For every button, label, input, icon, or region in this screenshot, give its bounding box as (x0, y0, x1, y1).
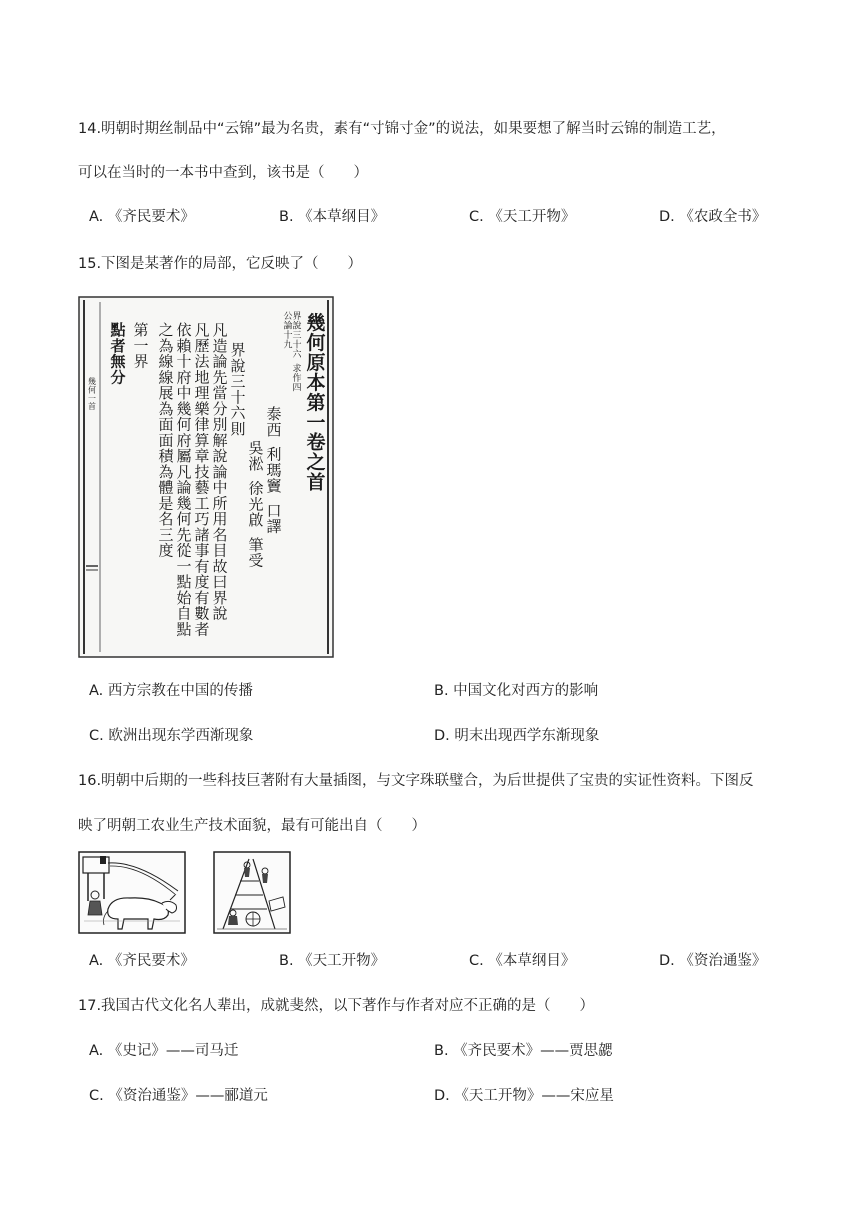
q14-option-a: A. 《齐民要术》 (89, 209, 195, 225)
book-glyph: 理 (194, 384, 210, 402)
book-glyph: 樂 (194, 399, 210, 418)
book-glyph: 論 (212, 352, 228, 371)
book-glyph: 自 (176, 604, 192, 623)
q14-option-b: B. 《本草纲目》 (279, 209, 386, 225)
book-glyph: 凡 (176, 462, 192, 481)
q15-option-c: C. 欧洲出现东学西渐现象 (89, 728, 254, 744)
book-glyph: 藝 (194, 478, 210, 497)
book-glyph: 有 (194, 557, 210, 576)
book-glyph: 分 (110, 368, 126, 387)
ox-mill-illustration (78, 851, 186, 934)
book-glyph: 先 (212, 368, 228, 387)
book-glyph: 解 (212, 431, 228, 450)
book-glyph: 界 (230, 341, 246, 359)
book-glyph: 度 (158, 541, 174, 560)
book-glyph: 律 (194, 415, 210, 434)
book-page-svg (78, 296, 334, 658)
book-glyph: 首 (88, 402, 96, 412)
book-glyph: 中 (176, 384, 192, 402)
q16-figure-salt-well (213, 851, 291, 934)
q17-option-a: A. 《史记》——司马迁 (89, 1043, 239, 1059)
book-glyph: 論 (176, 478, 192, 497)
book-glyph: 為 (158, 462, 174, 481)
book-glyph: 瑪 (266, 461, 282, 480)
book-glyph: 當 (212, 384, 228, 402)
book-glyph: 點 (110, 321, 126, 339)
q15-option-a: A. 西方宗教在中国的传播 (89, 683, 253, 699)
book-glyph: 界 (212, 588, 228, 607)
book-glyph: 作 (292, 374, 302, 385)
book-glyph: 凡 (212, 321, 228, 339)
book-glyph: 府 (176, 431, 192, 450)
book-glyph: 三 (292, 330, 302, 341)
book-glyph: 府 (176, 368, 192, 387)
book-glyph: 論 (283, 321, 293, 332)
book-glyph: 第 (133, 321, 149, 339)
book-glyph: 歷 (194, 336, 210, 355)
book-glyph: 積 (158, 447, 174, 465)
book-glyph: 首 (306, 471, 326, 494)
book-glyph: 三 (230, 372, 246, 391)
book-glyph: 法 (194, 352, 210, 371)
book-glyph: 十 (283, 330, 293, 341)
q16-option-d: D. 《资治通鉴》 (659, 953, 767, 969)
book-glyph: 幾 (176, 399, 192, 418)
q14-stem-line1: 14.明朝时期丝制品中“云锦”最为名贵，素有“寸锦寸金”的说法，如果要想了解当时云锦的制造工艺， (78, 121, 726, 137)
book-glyph: 別 (212, 415, 228, 434)
book-glyph: 技 (194, 462, 210, 481)
book-glyph: 從 (176, 541, 192, 560)
book-glyph: 所 (212, 494, 228, 513)
q14-option-c: C. 《天工开物》 (469, 209, 576, 225)
book-glyph: 屬 (176, 447, 192, 465)
book-glyph: 點 (176, 573, 192, 591)
q16-stem-line1: 16.明朝中后期的一些科技巨著附有大量插图，与文字珠联璧合，为后世提供了宝贵的实证性资料。下图反 (78, 773, 754, 789)
book-glyph: 展 (158, 384, 174, 402)
book-glyph: 第 (306, 391, 326, 414)
book-glyph: 受 (248, 551, 264, 570)
q14-stem-line2: 可以在当时的一本书中查到，该书是（ ） (78, 165, 368, 181)
book-glyph: 公 (283, 312, 293, 322)
book-glyph: 十 (292, 340, 302, 351)
book-glyph: 用 (212, 510, 228, 528)
book-glyph: 依 (176, 321, 192, 339)
book-glyph: 名 (212, 525, 228, 544)
book-glyph: 者 (194, 620, 210, 639)
book-glyph: 是 (158, 494, 174, 513)
book-glyph: 西 (266, 420, 282, 439)
book-glyph: 為 (158, 336, 174, 355)
book-glyph: 十 (176, 352, 192, 371)
book-glyph: 一 (176, 557, 192, 576)
q15-option-b: B. 中国文化对西方的影响 (434, 683, 599, 699)
salt-well-illustration (213, 851, 291, 934)
q15-stem: 15.下图是某著作的局部，它反映了（ ） (78, 256, 363, 272)
book-glyph: 譯 (266, 517, 282, 536)
book-glyph: 之 (306, 451, 326, 474)
book-glyph: 十 (230, 388, 246, 407)
book-glyph: 無 (110, 352, 126, 371)
q16-figure-ox-mill (78, 851, 186, 934)
book-glyph: 幾 (176, 494, 192, 513)
book-glyph: 面 (158, 431, 174, 450)
book-glyph: 淞 (248, 454, 264, 473)
book-glyph: 巧 (194, 510, 210, 528)
q15-book-page-image (78, 296, 334, 658)
book-glyph: 賴 (176, 336, 192, 355)
book-glyph: 一 (88, 393, 96, 403)
book-glyph: 為 (158, 399, 174, 418)
book-glyph: 九 (283, 340, 293, 351)
book-glyph: 度 (194, 573, 210, 591)
book-glyph: 名 (158, 510, 174, 528)
book-glyph: 泰 (266, 405, 282, 423)
book-glyph: 何 (176, 510, 192, 528)
book-glyph: 四 (292, 383, 302, 394)
book-glyph: 何 (88, 385, 96, 395)
book-glyph: 幾 (306, 312, 326, 334)
q14-option-d: D. 《农政全书》 (659, 209, 767, 225)
q16-option-b: B. 《天工开物》 (279, 953, 386, 969)
book-glyph: 吳 (248, 439, 264, 457)
book-glyph: 三 (158, 525, 174, 544)
book-glyph: 先 (176, 525, 192, 544)
book-glyph: 六 (292, 349, 302, 360)
book-glyph: 說 (292, 321, 302, 332)
book-glyph: 則 (230, 419, 246, 438)
book-glyph: 故 (212, 557, 228, 576)
book-glyph: 算 (194, 431, 210, 450)
book-glyph: 凡 (194, 321, 210, 339)
book-glyph: 界 (292, 312, 302, 322)
book-glyph: 中 (212, 478, 228, 497)
book-glyph: 論 (212, 462, 228, 481)
book-glyph: 章 (194, 447, 210, 465)
book-glyph: 何 (306, 331, 326, 354)
book-glyph: 點 (176, 620, 192, 639)
book-glyph: 目 (212, 541, 228, 560)
book-glyph: 面 (158, 415, 174, 434)
book-glyph: 有 (194, 588, 210, 607)
book-glyph: 原 (306, 351, 326, 374)
book-glyph: 說 (212, 447, 228, 465)
book-glyph: 求 (292, 364, 302, 375)
book-glyph: 六 (230, 404, 246, 422)
q16-option-a: A. 《齐民要术》 (89, 953, 195, 969)
book-glyph: 事 (194, 541, 210, 560)
q17-option-b: B. 《齐民要术》——贾思勰 (434, 1043, 613, 1059)
q17-stem: 17.我国古代文化名人辈出，成就斐然，以下著作与作者对应不正确的是（ ） (78, 998, 595, 1014)
book-glyph: 啟 (248, 511, 264, 529)
q17-option-d: D. 《天工开物》——宋应星 (434, 1088, 614, 1104)
book-glyph: 者 (110, 336, 126, 355)
book-glyph: 何 (176, 415, 192, 434)
book-glyph: 地 (194, 368, 210, 387)
book-glyph: 筆 (248, 535, 264, 554)
book-glyph: 數 (194, 604, 210, 623)
book-glyph: 說 (212, 604, 228, 623)
book-glyph: 工 (194, 494, 210, 513)
book-glyph: 線 (158, 368, 174, 387)
book-glyph: 說 (230, 356, 246, 375)
book-glyph: 線 (158, 352, 174, 371)
book-glyph: 利 (266, 445, 282, 464)
book-glyph: 本 (306, 371, 326, 394)
book-glyph: 竇 (266, 477, 282, 495)
book-glyph: 始 (176, 588, 192, 607)
book-glyph: 一 (306, 411, 326, 434)
book-glyph: 卷 (306, 431, 326, 454)
q17-option-c: C. 《资治通鉴》——郦道元 (89, 1088, 268, 1104)
book-glyph: 徐 (248, 479, 264, 498)
book-glyph: 諸 (194, 525, 210, 544)
q16-stem-line2: 映了明朝工农业生产技术面貌，最有可能出自（ ） (78, 818, 426, 834)
q16-option-c: C. 《本草纲目》 (469, 953, 576, 969)
book-glyph: 之 (158, 321, 174, 339)
book-glyph: 一 (133, 336, 149, 355)
book-glyph: 體 (158, 478, 174, 497)
book-glyph: 幾 (88, 377, 96, 386)
book-glyph: 光 (248, 495, 264, 514)
book-glyph: 界 (133, 352, 149, 371)
book-glyph: 造 (212, 336, 228, 355)
book-glyph: 口 (266, 501, 282, 520)
q15-option-d: D. 明末出现西学东渐现象 (434, 728, 600, 744)
book-glyph: 分 (212, 399, 228, 418)
book-glyph: 曰 (212, 573, 228, 591)
